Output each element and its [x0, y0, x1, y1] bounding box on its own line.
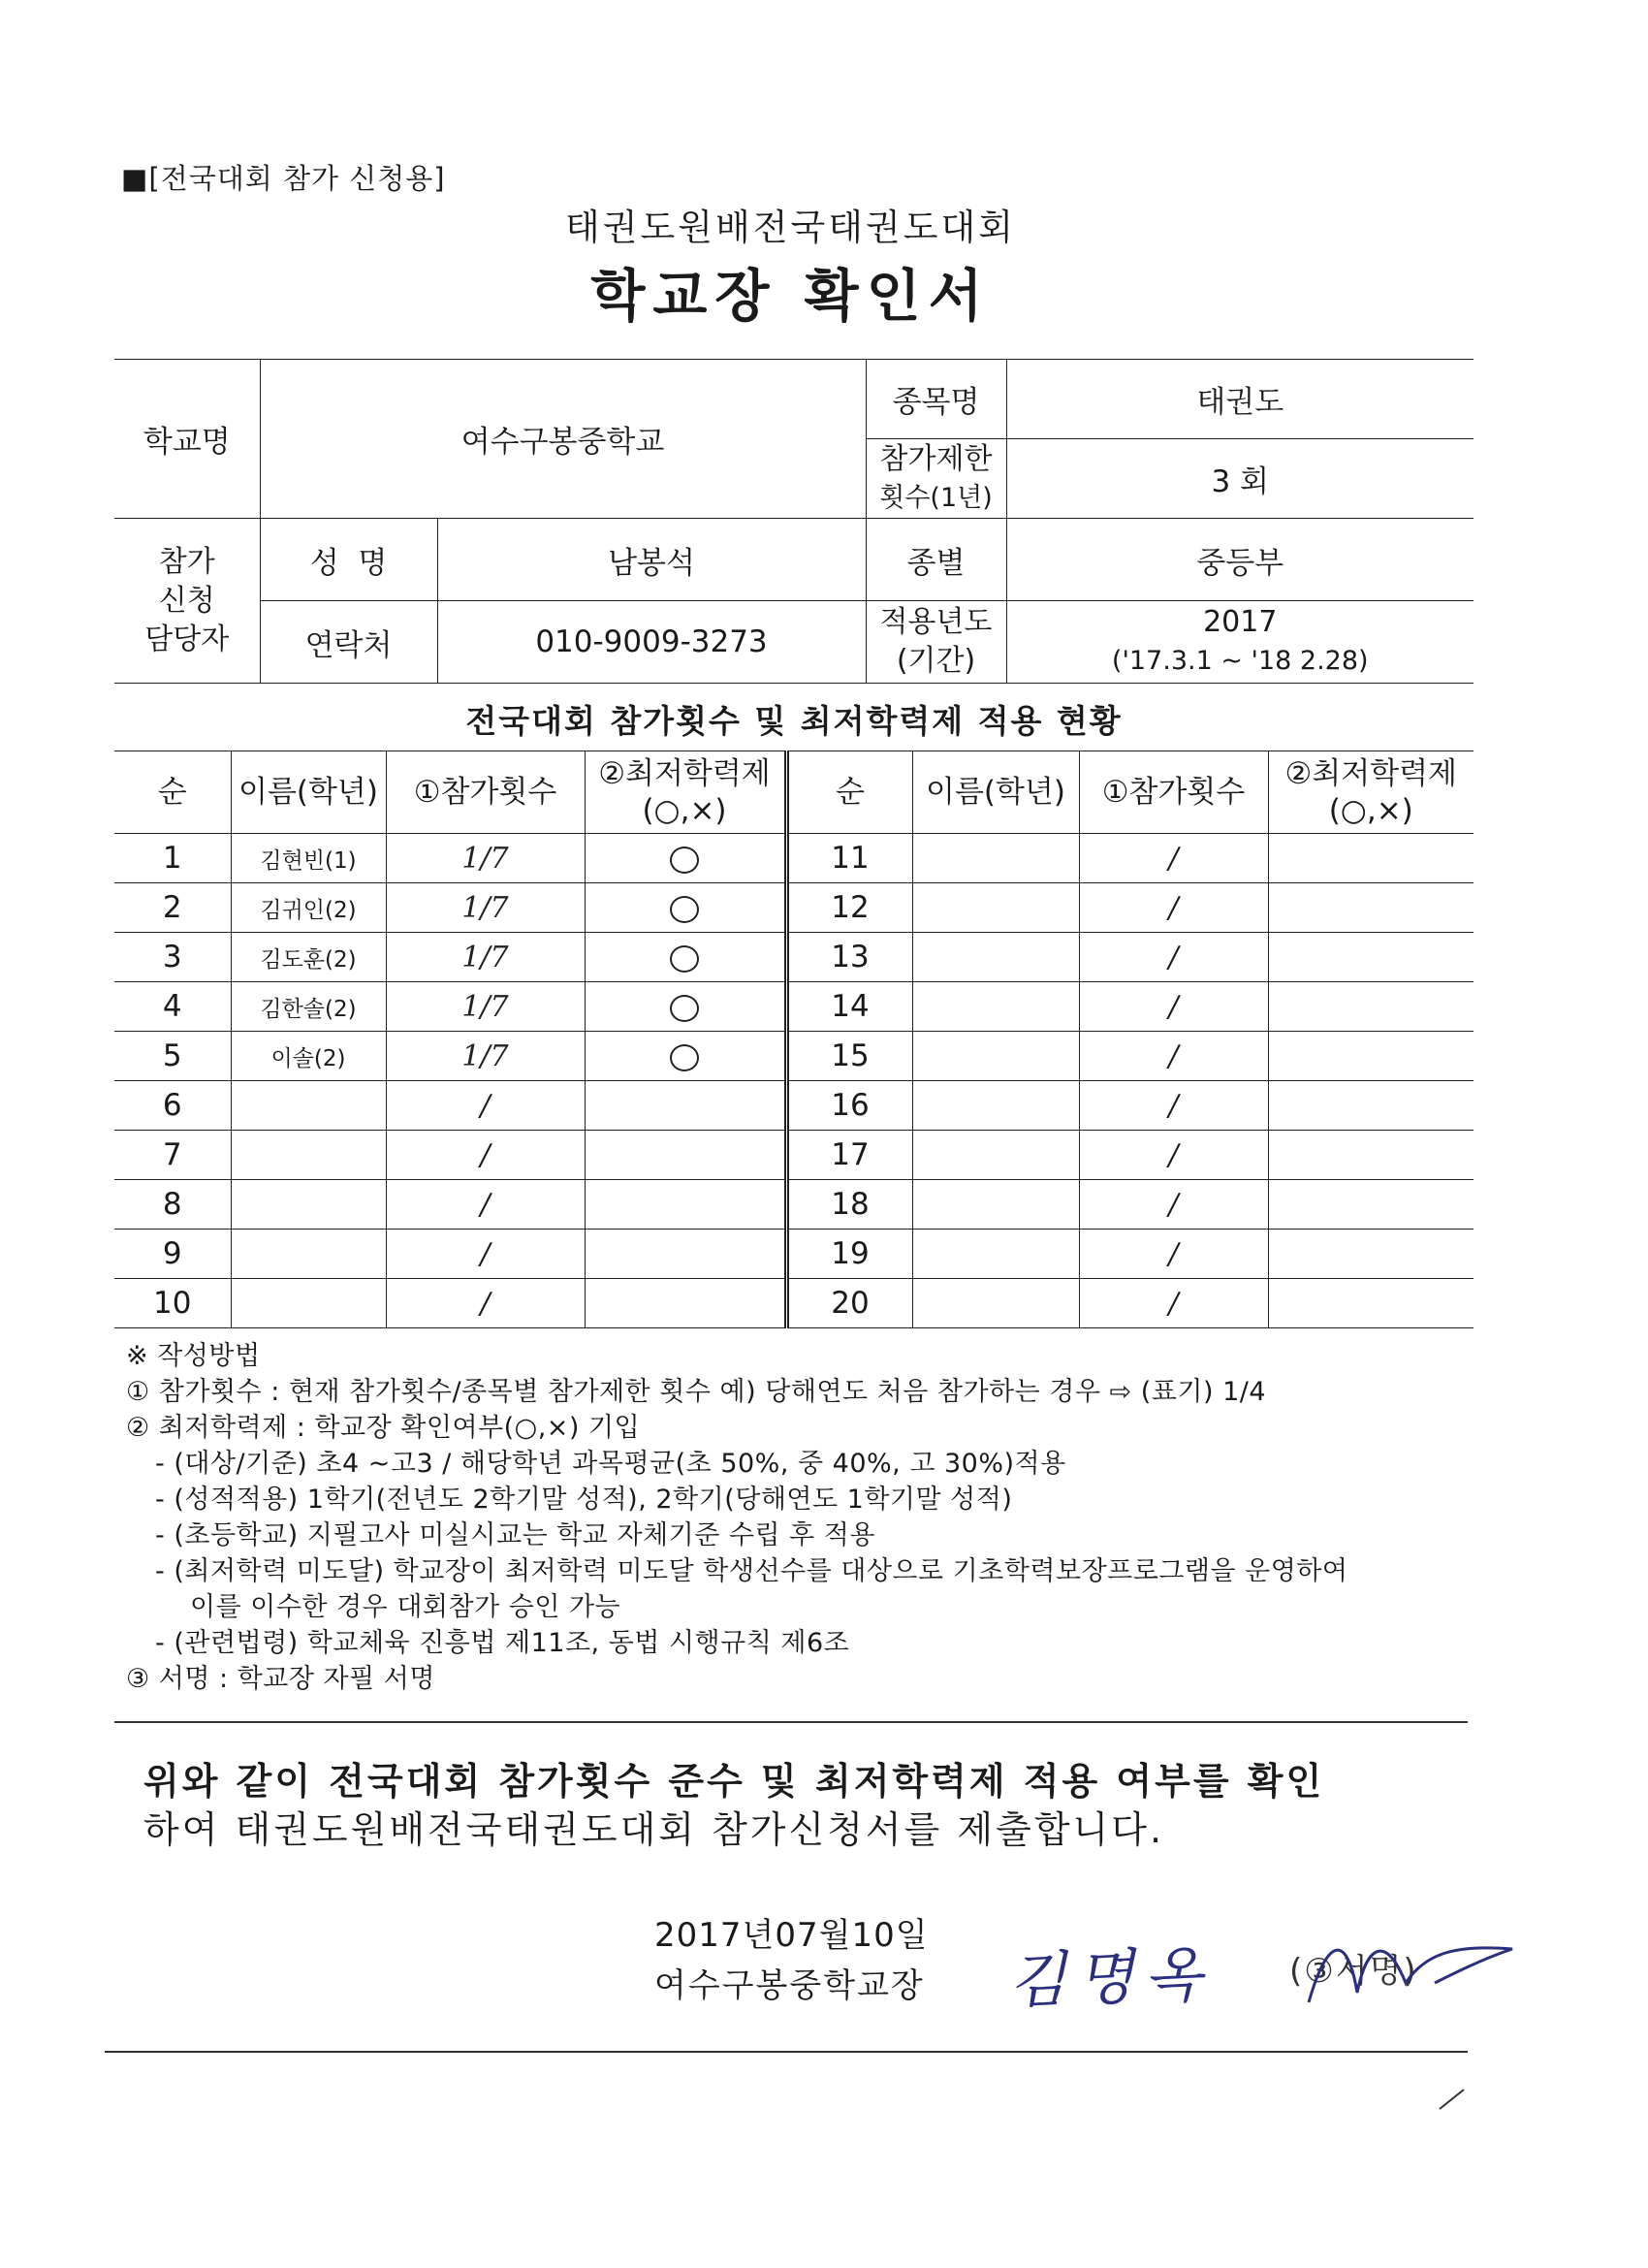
manager-label-line3: 담당자 — [144, 622, 230, 656]
min-academic-check — [585, 982, 786, 1032]
row-number: 20 — [786, 1279, 912, 1328]
participation-count-text: / — [1168, 891, 1179, 925]
instruction-line: - (관련법령) 학교체육 진흥법 제11조, 동법 시행규칙 제6조 — [155, 1628, 850, 1658]
student-name — [912, 1131, 1079, 1180]
manager-label-line2: 신청 — [158, 583, 215, 618]
participation-count — [386, 933, 585, 982]
student-name — [912, 1081, 1079, 1131]
min-academic-check — [585, 1180, 786, 1230]
statement-line2: 하여 태권도원배전국태권도대회 참가신청서를 제출합니다. — [143, 1808, 1165, 1851]
limit-label — [866, 439, 1006, 519]
signature-scribble-icon — [1289, 1915, 1541, 2031]
participation-count — [386, 1081, 585, 1131]
row-number: 1 — [114, 834, 231, 883]
student-name — [912, 883, 1079, 933]
participation-count — [1079, 1032, 1268, 1081]
col-count-header: ①참가횟수 — [386, 751, 585, 834]
row-number: 6 — [114, 1081, 231, 1131]
min-academic-check — [1268, 933, 1474, 982]
instruction-line: - (성적적용) 1학기(전년도 2학기말 성적), 2학기(당해연도 1학기말 성적) — [155, 1485, 1013, 1515]
issue-date: 2017년07월10일 — [654, 1916, 929, 1955]
year-label-line2: (기간) — [896, 644, 976, 678]
table-row — [114, 1032, 1474, 1081]
limit-label-line1: 참가제한 — [879, 441, 993, 476]
participation-count — [1079, 834, 1268, 883]
student-name — [912, 1230, 1079, 1279]
year-label-line1: 적용년도 — [879, 605, 993, 639]
period-value: ('17.3.1 ~ '18 2.28) — [1111, 646, 1369, 676]
row-number: 5 — [114, 1032, 231, 1081]
col-min-header — [585, 751, 786, 834]
student-name — [231, 1081, 386, 1131]
pen-mark-icon — [1435, 2085, 1474, 2114]
participation-count-text: / — [1168, 990, 1179, 1024]
col-name-header: 이름(학년) — [912, 751, 1079, 834]
status-table — [114, 751, 1474, 1328]
min-academic-check — [1268, 1131, 1474, 1180]
participation-count-text: 1/7 — [461, 990, 509, 1024]
sport-label: 종목명 — [866, 360, 1006, 439]
row-number: 7 — [114, 1131, 231, 1180]
student-name — [231, 1279, 386, 1328]
participation-count-text: / — [1168, 1287, 1179, 1321]
col-no-header: 순 — [114, 751, 231, 834]
name-label: 성 명 — [260, 519, 437, 601]
participation-count — [386, 1032, 585, 1081]
min-academic-check — [585, 933, 786, 982]
instruction-line: 이를 이수한 경우 대회참가 승인 가능 — [190, 1592, 621, 1622]
table-row — [114, 1131, 1474, 1180]
instructions — [126, 1338, 1483, 1697]
student-name — [231, 1230, 386, 1279]
circle-mark-icon — [670, 1044, 699, 1071]
student-name — [912, 834, 1079, 883]
participation-count-text: / — [1168, 1237, 1179, 1271]
student-name — [231, 1180, 386, 1230]
participation-count — [386, 834, 585, 883]
participation-count — [386, 883, 585, 933]
student-name: 김현빈(1) — [231, 834, 386, 883]
instruction-line: ③ 서명 : 학교장 자필 서명 — [126, 1664, 435, 1694]
row-number: 11 — [786, 834, 912, 883]
table-row — [114, 1230, 1474, 1279]
min-academic-check — [1268, 1279, 1474, 1328]
instruction-line: - (대상/기준) 초4 ~고3 / 해당학년 과목평균(초 50%, 중 40%, 고 30%)적용 — [155, 1449, 1066, 1479]
row-number: 10 — [114, 1279, 231, 1328]
participation-count-text: 1/7 — [461, 842, 509, 876]
min-academic-check — [1268, 1081, 1474, 1131]
participation-count — [1079, 1230, 1268, 1279]
limit-value: 3 회 — [1006, 439, 1474, 519]
principal-title: 여수구봉중학교장 — [654, 1966, 925, 2005]
circle-mark-icon — [670, 847, 699, 874]
table-row — [114, 982, 1474, 1032]
row-number: 4 — [114, 982, 231, 1032]
year-value-cell — [1006, 601, 1474, 684]
circle-mark-icon — [670, 896, 699, 923]
participation-count-text: 1/7 — [461, 1039, 509, 1073]
min-academic-check — [1268, 883, 1474, 933]
student-name — [912, 1279, 1079, 1328]
student-name: 김귀인(2) — [231, 883, 386, 933]
student-name: 김한솔(2) — [231, 982, 386, 1032]
participation-count — [386, 1131, 585, 1180]
participation-count-text: / — [480, 1089, 491, 1123]
table-row — [114, 1180, 1474, 1230]
sport-value: 태권도 — [1006, 360, 1474, 439]
row-number: 19 — [786, 1230, 912, 1279]
row-number: 16 — [786, 1081, 912, 1131]
participation-count-text: / — [480, 1188, 491, 1222]
division-label: 종별 — [866, 519, 1006, 601]
table-row — [114, 834, 1474, 883]
col-min-header-line2: (○,×) — [642, 793, 727, 828]
divider — [105, 2051, 1468, 2053]
row-number: 12 — [786, 883, 912, 933]
student-name — [912, 1032, 1079, 1081]
instruction-line: ① 참가횟수 : 현재 참가횟수/종목별 참가제한 횟수 예) 당해연도 처음 참가하는 경우 ⇨ (표기) 1/4 — [126, 1377, 1267, 1407]
min-academic-check — [585, 1279, 786, 1328]
col-min-header-line1: ②최저학력제 — [598, 756, 771, 791]
row-number: 15 — [786, 1032, 912, 1081]
name-value: 남봉석 — [437, 519, 866, 601]
row-number: 8 — [114, 1180, 231, 1230]
instruction-line: - (최저학력 미도달) 학교장이 최저학력 미도달 학생선수를 대상으로 기초학력보장프로그램을 운영하여 — [155, 1556, 1348, 1586]
participation-count — [1079, 933, 1268, 982]
min-academic-check — [1268, 1180, 1474, 1230]
participation-count-text: / — [480, 1237, 491, 1271]
row-number: 2 — [114, 883, 231, 933]
table-row — [114, 933, 1474, 982]
student-name — [912, 1180, 1079, 1230]
min-academic-check — [1268, 1230, 1474, 1279]
info-table — [114, 359, 1474, 684]
participation-count — [1079, 883, 1268, 933]
participation-count-text: / — [1168, 1089, 1179, 1123]
participation-count — [386, 982, 585, 1032]
manager-label — [114, 519, 260, 684]
division-value: 중등부 — [1006, 519, 1474, 601]
year-value: 2017 — [1203, 605, 1278, 639]
row-number: 3 — [114, 933, 231, 982]
participation-count-text: / — [1168, 1188, 1179, 1222]
instruction-line: ② 최저학력제 : 학교장 확인여부(○,×) 기입 — [126, 1413, 641, 1443]
principal-signature-name: 김명옥 — [1006, 1938, 1214, 2017]
min-academic-check — [585, 1032, 786, 1081]
student-name: 김도훈(2) — [231, 933, 386, 982]
confirmation-statement — [143, 1757, 1481, 1854]
min-academic-check — [585, 1230, 786, 1279]
school-label: 학교명 — [114, 360, 260, 519]
col-min-header-line1: ②최저학력제 — [1284, 756, 1458, 791]
circle-mark-icon — [670, 945, 699, 973]
participation-count-text: 1/7 — [461, 891, 509, 925]
participation-count — [386, 1230, 585, 1279]
participation-count — [1079, 1081, 1268, 1131]
participation-count — [1079, 1180, 1268, 1230]
event-name: 태권도원배전국태권도대회 — [565, 207, 1016, 248]
participation-count-text: 1/7 — [461, 941, 509, 974]
student-name — [912, 933, 1079, 982]
participation-count-text: / — [1168, 941, 1179, 974]
participation-count — [1079, 1131, 1268, 1180]
status-heading: 전국대회 참가횟수 및 최저학력제 적용 현황 — [465, 702, 1123, 740]
min-academic-check — [585, 834, 786, 883]
school-value: 여수구봉중학교 — [260, 360, 866, 519]
min-academic-check — [585, 1131, 786, 1180]
row-number: 17 — [786, 1131, 912, 1180]
year-label — [866, 601, 1006, 684]
instructions-heading: ※ 작성방법 — [126, 1341, 261, 1371]
col-count-header: ①참가횟수 — [1079, 751, 1268, 834]
col-name-header: 이름(학년) — [231, 751, 386, 834]
min-academic-check — [1268, 1032, 1474, 1081]
min-academic-check — [585, 883, 786, 933]
participation-count — [1079, 1279, 1268, 1328]
circle-mark-icon — [670, 995, 699, 1022]
divider — [114, 1721, 1468, 1723]
limit-label-line2: 횟수(1년) — [879, 482, 993, 513]
col-min-header — [1268, 751, 1474, 834]
student-name: 이솔(2) — [231, 1032, 386, 1081]
row-number: 9 — [114, 1230, 231, 1279]
instruction-line: - (초등학교) 지필고사 미실시교는 학교 자체기준 수립 후 적용 — [155, 1520, 875, 1550]
contact-label: 연락처 — [260, 601, 437, 684]
participation-count — [386, 1180, 585, 1230]
form-tag: ■[전국대회 참가 신청용] — [121, 162, 446, 195]
min-academic-check — [1268, 834, 1474, 883]
participation-count-text: / — [480, 1287, 491, 1321]
student-name — [912, 982, 1079, 1032]
student-name — [231, 1131, 386, 1180]
table-row — [114, 1081, 1474, 1131]
manager-label-line1: 참가 — [158, 544, 215, 579]
statement-line1: 위와 같이 전국대회 참가횟수 준수 및 최저학력제 적용 여부를 확인 — [143, 1760, 1325, 1803]
participation-count-text: / — [1168, 1039, 1179, 1073]
row-number: 13 — [786, 933, 912, 982]
min-academic-check — [1268, 982, 1474, 1032]
document-title: 학교장 확인서 — [590, 263, 991, 329]
table-row — [114, 1279, 1474, 1328]
participation-count-text: / — [1168, 842, 1179, 876]
participation-count-text: / — [480, 1138, 491, 1172]
participation-count-text: / — [1168, 1138, 1179, 1172]
row-number: 14 — [786, 982, 912, 1032]
row-number: 18 — [786, 1180, 912, 1230]
table-row — [114, 883, 1474, 933]
participation-count — [1079, 982, 1268, 1032]
contact-value: 010-9009-3273 — [437, 601, 866, 684]
signature-seal: (③서명) — [1289, 1952, 1418, 1991]
col-min-header-line2: (○,×) — [1328, 793, 1413, 828]
col-no-header: 순 — [786, 751, 912, 834]
participation-count — [386, 1279, 585, 1328]
min-academic-check — [585, 1081, 786, 1131]
